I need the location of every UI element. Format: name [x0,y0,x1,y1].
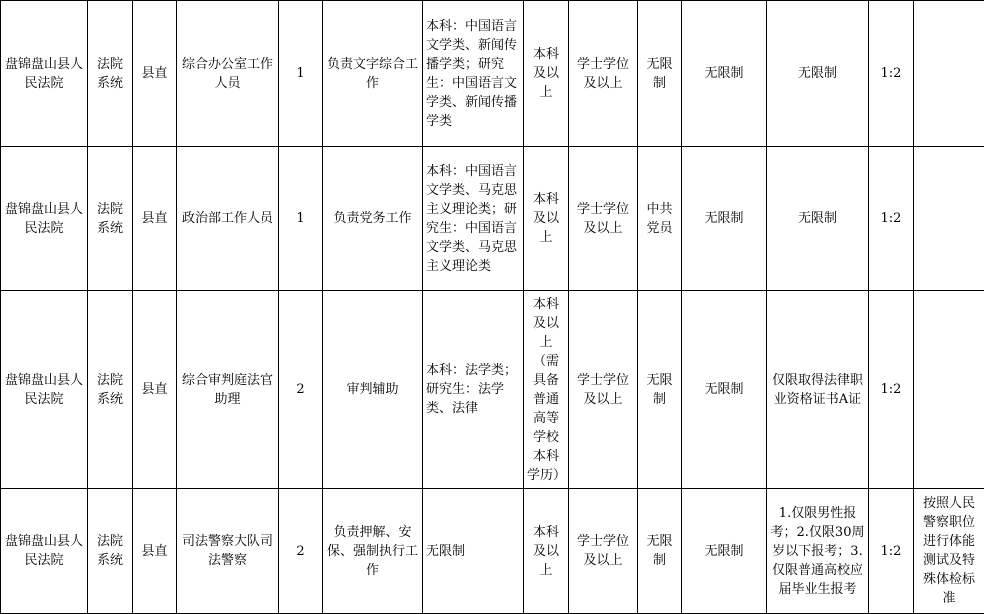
cell-major: 本科：法学类；研究生：法学类、法律 [423,291,524,489]
cell-major: 本科：中国语言文学类、新闻传播学类；研究生：中国语言文学类、新闻传播学类 [423,1,524,147]
cell-note [914,147,984,291]
cell-system: 法院系统 [88,291,133,489]
cell-other: 1.仅限男性报考；2.仅限30周岁以下报考；3.仅限普通高校应届毕业生报考 [767,489,869,614]
cell-unit: 盘锦盘山县人民法院 [1,489,88,614]
cell-degree: 学士学位及以上 [569,489,638,614]
cell-unit: 盘锦盘山县人民法院 [1,1,88,147]
cell-duty: 负责文字综合工作 [323,1,423,147]
table-row [1,489,984,614]
cell-education: 本科及以上 [524,147,569,291]
cell-politics: 无限制 [638,489,682,614]
cell-politics: 中共党员 [638,147,682,291]
cell-count: 1 [279,147,323,291]
cell-major: 本科：中国语言文学类、马克思主义理论类；研究生：中国语言文学类、马克思主义理论类 [423,147,524,291]
cell-education: 本科及以上（需具备普通高等学校本科学历） [524,291,569,489]
cell-system: 法院系统 [88,489,133,614]
cell-position: 司法警察大队司法警察 [177,489,279,614]
cell-duty: 负责押解、安保、强制执行工作 [323,489,423,614]
cell-duty: 负责党务工作 [323,147,423,291]
cell-level: 县直 [133,147,177,291]
cell-count: 2 [279,489,323,614]
cell-experience: 无限制 [682,147,767,291]
cell-experience: 无限制 [682,291,767,489]
cell-count: 2 [279,291,323,489]
cell-note: 按照人民警察职位进行体能测试及特殊体检标准 [914,489,984,614]
cell-politics: 无限制 [638,291,682,489]
cell-other: 无限制 [767,147,869,291]
cell-note [914,291,984,489]
cell-ratio: 1:2 [869,147,914,291]
cell-education: 本科及以上 [524,489,569,614]
cell-position: 综合审判庭法官助理 [177,291,279,489]
cell-note [914,1,984,147]
cell-level: 县直 [133,1,177,147]
cell-position: 政治部工作人员 [177,147,279,291]
cell-major: 无限制 [423,489,524,614]
cell-experience: 无限制 [682,489,767,614]
cell-experience: 无限制 [682,1,767,147]
cell-position: 综合办公室工作人员 [177,1,279,147]
cell-unit: 盘锦盘山县人民法院 [1,291,88,489]
cell-unit: 盘锦盘山县人民法院 [1,147,88,291]
cell-level: 县直 [133,291,177,489]
cell-count: 1 [279,1,323,147]
cell-system: 法院系统 [88,1,133,147]
cell-degree: 学士学位及以上 [569,291,638,489]
table-row [1,291,984,489]
cell-degree: 学士学位及以上 [569,147,638,291]
cell-duty: 审判辅助 [323,291,423,489]
cell-education: 本科及以上 [524,1,569,147]
cell-level: 县直 [133,489,177,614]
cell-other: 无限制 [767,1,869,147]
cell-ratio: 1:2 [869,291,914,489]
table-row [1,147,984,291]
cell-ratio: 1:2 [869,1,914,147]
cell-degree: 学士学位及以上 [569,1,638,147]
cell-other: 仅限取得法律职业资格证书A证 [767,291,869,489]
cell-politics: 无限制 [638,1,682,147]
table-row [1,1,984,147]
cell-system: 法院系统 [88,147,133,291]
cell-ratio: 1:2 [869,489,914,614]
